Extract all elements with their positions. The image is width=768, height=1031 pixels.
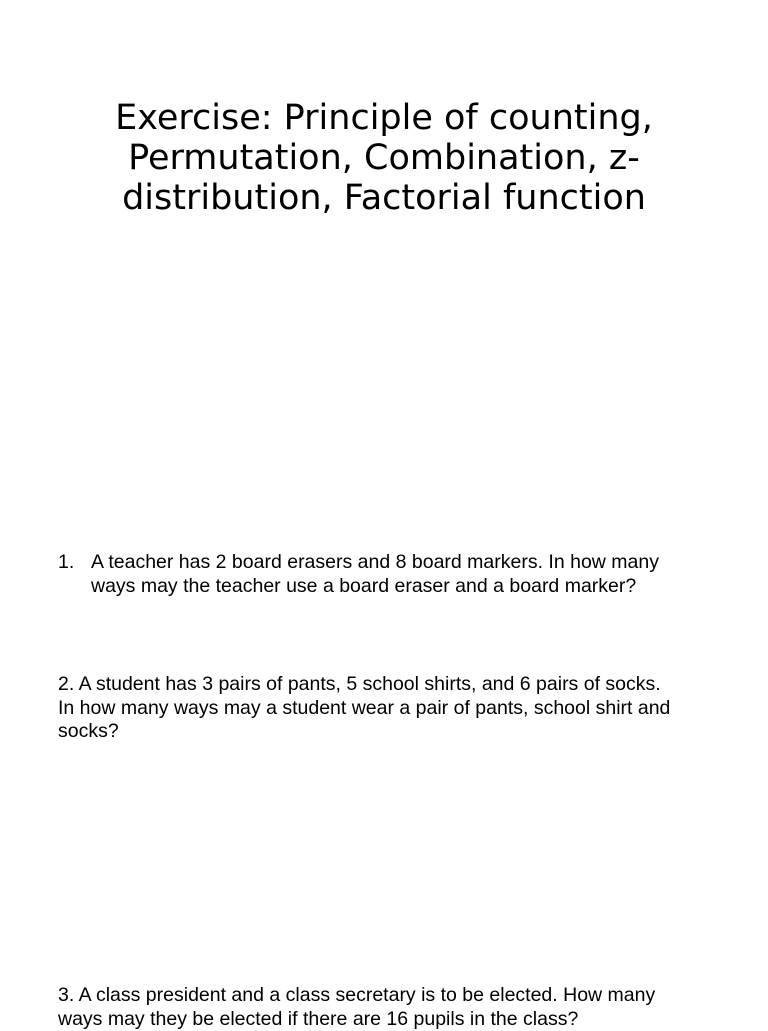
title-line: distribution, Factorial function bbox=[0, 178, 768, 218]
question-line: ways may they be elected if there are 16 pupils in the class? bbox=[58, 1008, 718, 1031]
question-number: 1. bbox=[58, 551, 74, 575]
title-line: Permutation, Combination, z- bbox=[0, 138, 768, 178]
question-1 bbox=[58, 551, 718, 598]
question-line: 2. A student has 3 pairs of pants, 5 school shirts, and 6 pairs of socks. bbox=[58, 673, 718, 697]
question-line: A teacher has 2 board erasers and 8 board markers. In how many bbox=[91, 551, 718, 575]
title-line: Exercise: Principle of counting, bbox=[0, 98, 768, 138]
question-line: 3. A class president and a class secretary is to be elected. How many bbox=[58, 984, 718, 1008]
question-text bbox=[58, 551, 718, 598]
question-line: socks? bbox=[58, 720, 718, 744]
question-line: In how many ways may a student wear a pair of pants, school shirt and bbox=[58, 697, 718, 721]
question-2 bbox=[58, 673, 718, 744]
page-title bbox=[0, 98, 768, 218]
question-line: ways may the teacher use a board eraser and a board marker? bbox=[91, 575, 718, 599]
